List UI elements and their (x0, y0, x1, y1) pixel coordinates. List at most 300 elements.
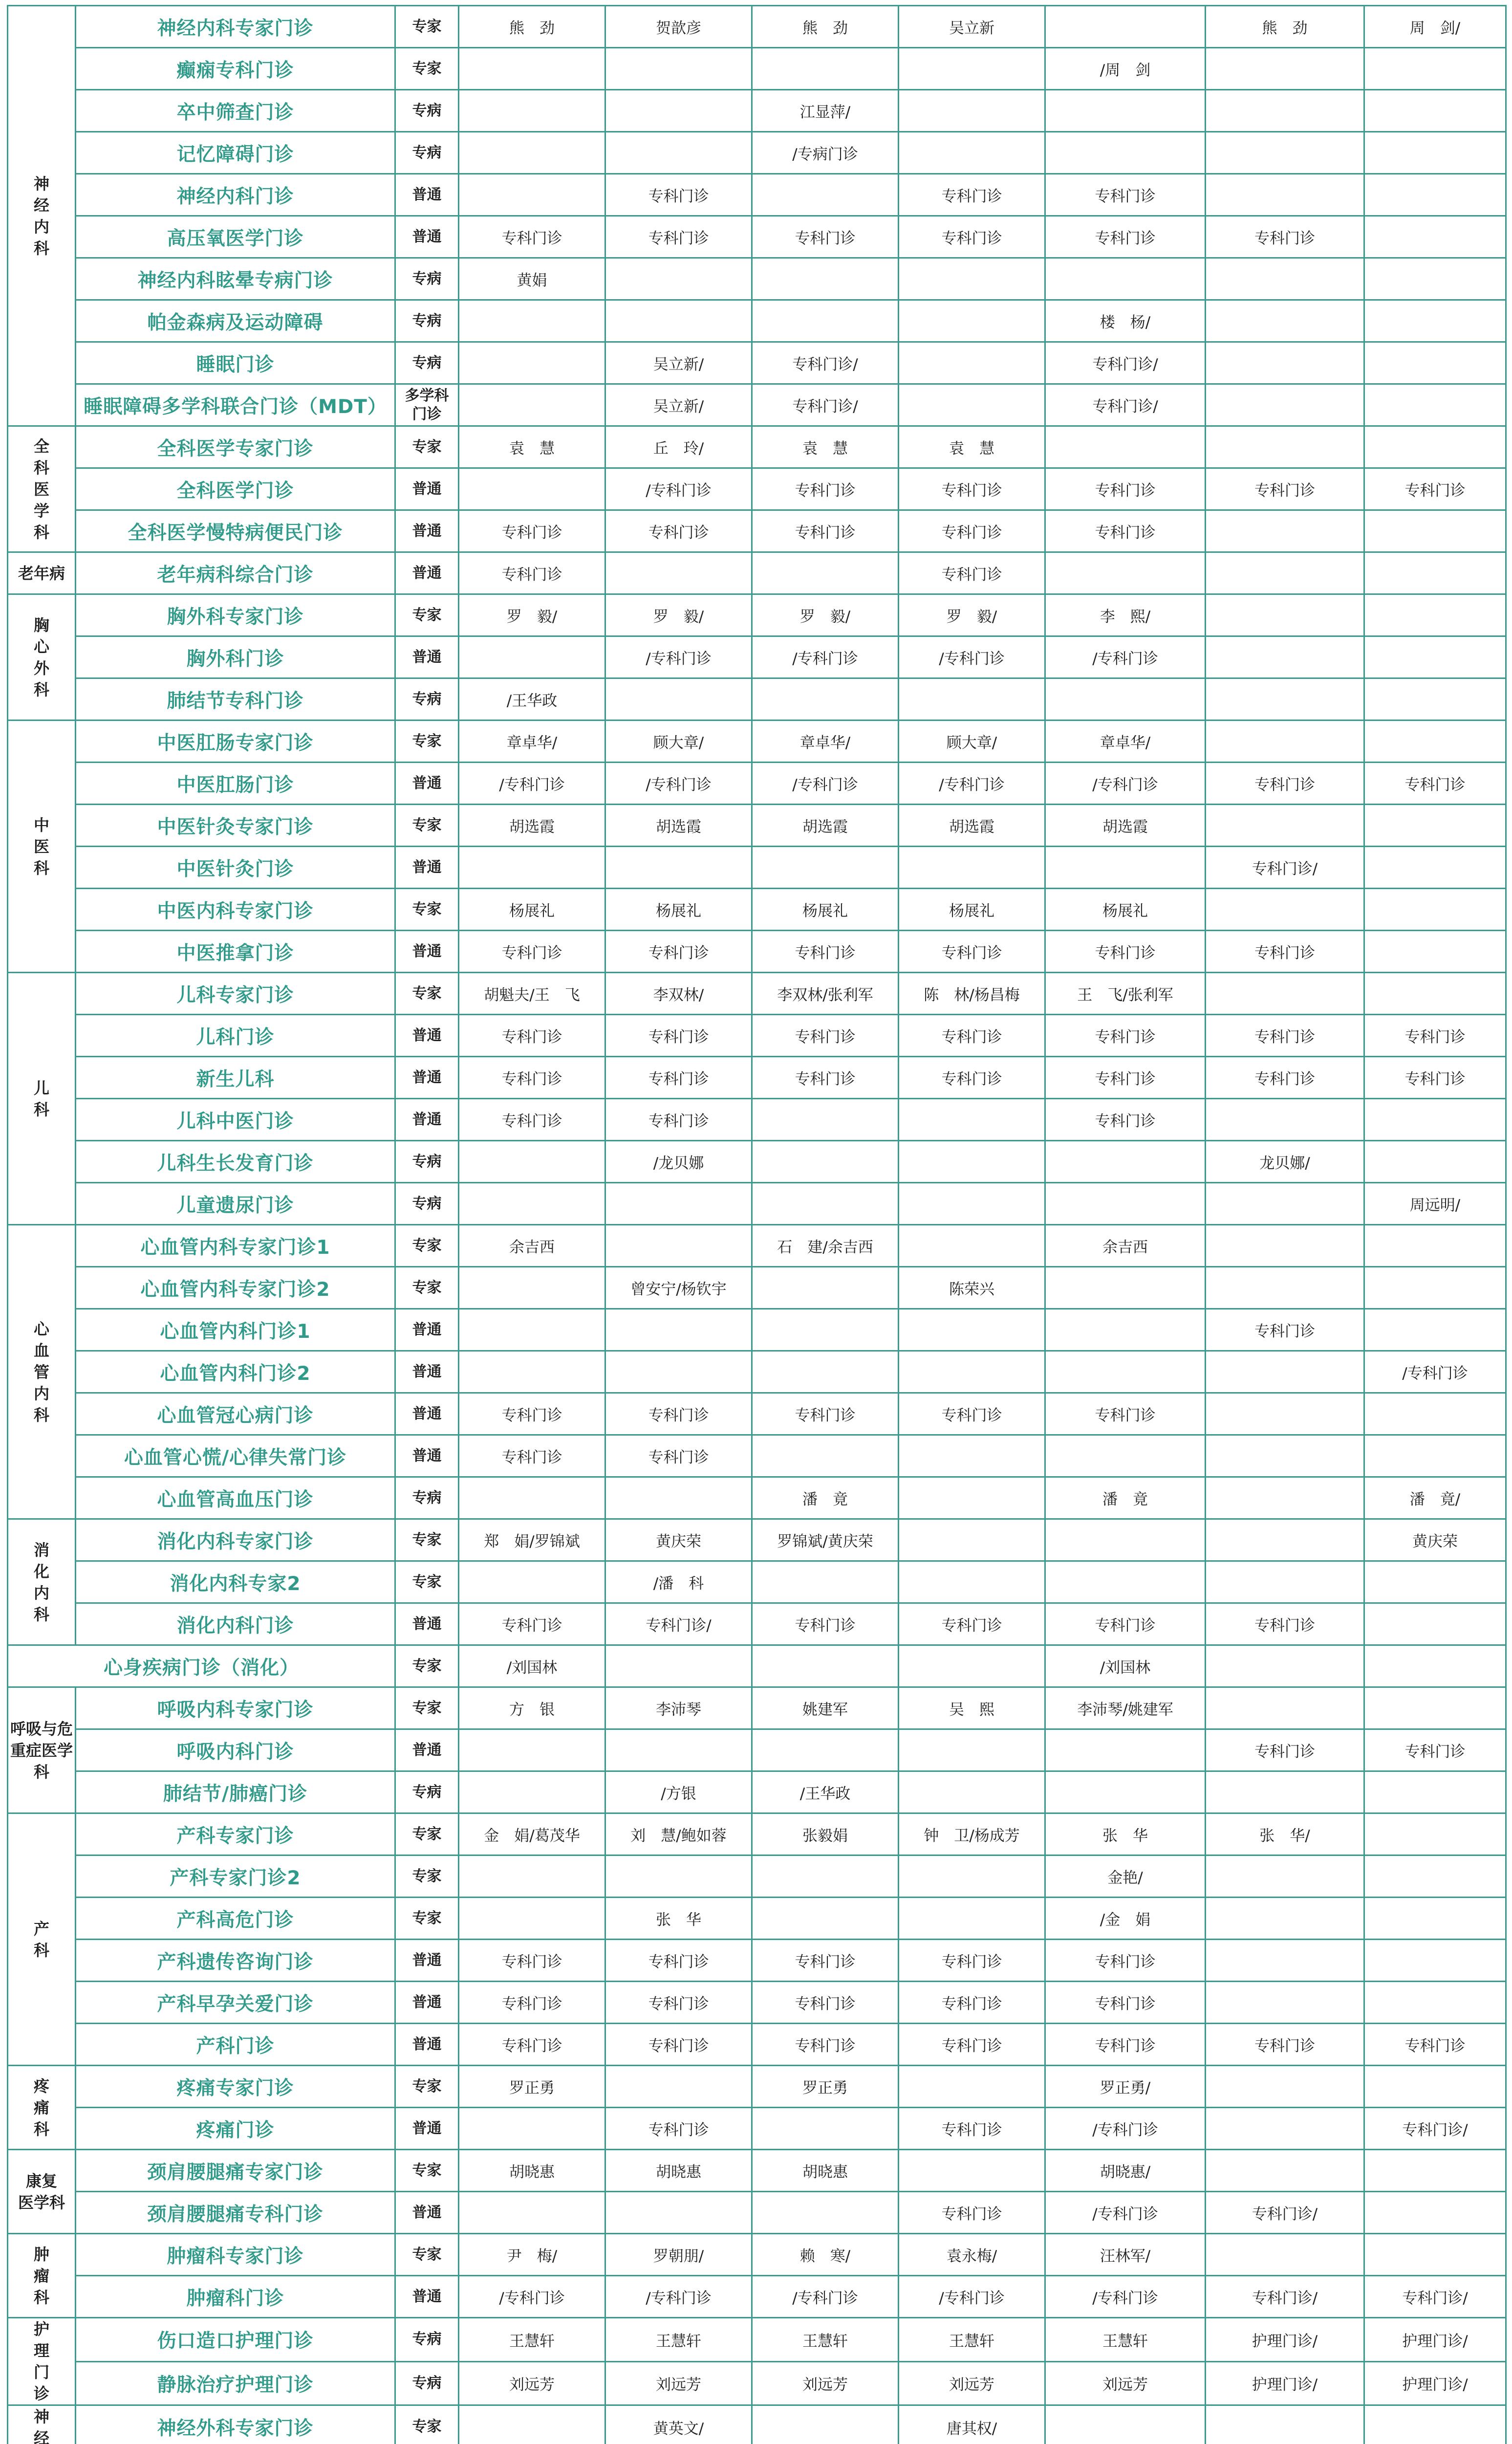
schedule-slot-cell: 专科门诊 (1206, 1057, 1364, 1099)
schedule-row (8, 216, 1506, 258)
clinic-type-cell: 专家 (395, 973, 459, 1015)
schedule-slot-cell: 专科门诊 (1045, 174, 1206, 216)
schedule-slot-cell (1364, 216, 1506, 258)
schedule-row (8, 1267, 1506, 1309)
clinic-type-cell: 普通 (395, 1393, 459, 1435)
schedule-slot-cell (459, 90, 605, 132)
schedule-slot-cell: 罗朝朋/ (605, 2234, 752, 2276)
schedule-slot-cell: 专科门诊 (605, 931, 752, 973)
schedule-slot-cell: 熊 劲 (752, 6, 899, 48)
schedule-slot-cell (459, 1855, 605, 1898)
department-cell: 全 科 医 学 科 (8, 426, 76, 552)
clinic-type-cell: 专家 (395, 1855, 459, 1898)
schedule-slot-cell: 杨展礼 (605, 889, 752, 931)
schedule-row (8, 468, 1506, 510)
clinic-type-cell: 普通 (395, 2192, 459, 2234)
schedule-slot-cell: 胡晓惠 (459, 2150, 605, 2192)
schedule-slot-cell (1364, 1813, 1506, 1855)
schedule-slot-cell (459, 1561, 605, 1603)
clinic-name-cell: 消化内科专家2 (76, 1561, 395, 1603)
schedule-slot-cell (752, 300, 899, 342)
schedule-slot-cell (1364, 1099, 1506, 1141)
schedule-slot-cell (605, 2066, 752, 2108)
schedule-slot-cell (1045, 426, 1206, 468)
schedule-slot-cell: 杨展礼 (1045, 889, 1206, 931)
schedule-slot-cell: 余吉西 (459, 1225, 605, 1267)
schedule-slot-cell: 顾大章/ (605, 720, 752, 763)
schedule-slot-cell: 胡选霞 (752, 805, 899, 847)
schedule-slot-cell (459, 468, 605, 510)
schedule-slot-cell: 唐其权/ (899, 2405, 1045, 2444)
schedule-row (8, 594, 1506, 636)
schedule-slot-cell: 罗锦斌/黄庆荣 (752, 1519, 899, 1561)
schedule-slot-cell: 吴立新 (899, 6, 1045, 48)
schedule-slot-cell: 专科门诊 (752, 468, 899, 510)
schedule-slot-cell (899, 300, 1045, 342)
schedule-slot-cell (752, 678, 899, 720)
schedule-slot-cell (1206, 1225, 1364, 1267)
schedule-slot-cell: /专科门诊 (899, 763, 1045, 805)
schedule-slot-cell (752, 1099, 899, 1141)
clinic-name-cell: 心血管内科专家门诊1 (76, 1225, 395, 1267)
schedule-slot-cell: 专科门诊 (459, 1099, 605, 1141)
clinic-name-cell: 癫痫专科门诊 (76, 48, 395, 90)
schedule-slot-cell: 曾安宁/杨钦宇 (605, 1267, 752, 1309)
schedule-slot-cell: /专科门诊 (1045, 2108, 1206, 2150)
department-cell: 护 理 门 诊 (8, 2318, 76, 2405)
schedule-slot-cell (1206, 2150, 1364, 2192)
clinic-type-cell: 普通 (395, 1309, 459, 1351)
schedule-slot-cell: 专科门诊 (459, 1057, 605, 1099)
clinic-name-cell: 中医推拿门诊 (76, 931, 395, 973)
schedule-slot-cell (899, 847, 1045, 889)
department-cell: 儿 科 (8, 973, 76, 1225)
schedule-row (8, 1855, 1506, 1898)
schedule-slot-cell (752, 1351, 899, 1393)
schedule-slot-cell: 胡选霞 (899, 805, 1045, 847)
schedule-slot-cell (459, 300, 605, 342)
schedule-slot-cell: 袁 慧 (899, 426, 1045, 468)
schedule-slot-cell (459, 1309, 605, 1351)
clinic-name-cell: 静脉治疗护理门诊 (76, 2361, 395, 2405)
schedule-slot-cell (1206, 1645, 1364, 1687)
schedule-slot-cell: 专科门诊 (752, 1982, 899, 2024)
clinic-name-cell: 呼吸内科专家门诊 (76, 1687, 395, 1729)
schedule-slot-cell: 专科门诊 (1045, 2024, 1206, 2066)
schedule-slot-cell (899, 2150, 1045, 2192)
schedule-slot-cell: 汪林军/ (1045, 2234, 1206, 2276)
schedule-slot-cell: 楼 杨/ (1045, 300, 1206, 342)
schedule-slot-cell: 专科门诊 (899, 2108, 1045, 2150)
schedule-slot-cell (1206, 132, 1364, 174)
department-cell: 神 经 内 科 (8, 6, 76, 426)
schedule-slot-cell: 专科门诊 (1364, 1015, 1506, 1057)
schedule-slot-cell: 李沛琴/姚建军 (1045, 1687, 1206, 1729)
schedule-slot-cell (1206, 1267, 1364, 1309)
clinic-name-cell: 老年病科综合门诊 (76, 552, 395, 594)
schedule-row (8, 1015, 1506, 1057)
schedule-slot-cell (1206, 973, 1364, 1015)
clinic-name-cell: 产科高危门诊 (76, 1898, 395, 1940)
clinic-type-cell: 普通 (395, 1435, 459, 1477)
schedule-slot-cell: 专科门诊 (459, 1982, 605, 2024)
schedule-row (8, 889, 1506, 931)
schedule-slot-cell: 专科门诊 (605, 1435, 752, 1477)
clinic-type-cell: 普通 (395, 2024, 459, 2066)
schedule-slot-cell: 专科门诊 (752, 931, 899, 973)
schedule-row (8, 763, 1506, 805)
schedule-slot-cell (1364, 1141, 1506, 1183)
schedule-slot-cell: 胡选霞 (605, 805, 752, 847)
schedule-slot-cell: 专科门诊 (459, 931, 605, 973)
clinic-type-cell: 专病 (395, 342, 459, 384)
schedule-slot-cell: /潘 科 (605, 1561, 752, 1603)
schedule-slot-cell: 袁永梅/ (899, 2234, 1045, 2276)
schedule-slot-cell (1364, 2066, 1506, 2108)
schedule-slot-cell: 黄庆荣 (1364, 1519, 1506, 1561)
schedule-slot-cell: 专科门诊 (752, 510, 899, 552)
schedule-slot-cell: 专科门诊 (899, 1393, 1045, 1435)
clinic-name-cell: 全科医学慢特病便民门诊 (76, 510, 395, 552)
schedule-row (8, 510, 1506, 552)
schedule-slot-cell (752, 1729, 899, 1771)
clinic-type-cell: 专病 (395, 300, 459, 342)
schedule-slot-cell (1045, 6, 1206, 48)
schedule-slot-cell (459, 847, 605, 889)
schedule-slot-cell (1364, 636, 1506, 678)
schedule-slot-cell (1364, 1982, 1506, 2024)
schedule-slot-cell: 专科门诊 (899, 1603, 1045, 1645)
clinic-type-cell: 专家 (395, 6, 459, 48)
schedule-slot-cell: 专科门诊 (1206, 1015, 1364, 1057)
schedule-slot-cell (752, 1898, 899, 1940)
schedule-row (8, 300, 1506, 342)
schedule-slot-cell: 方 银 (459, 1687, 605, 1729)
schedule-slot-cell: 专科门诊 (1045, 510, 1206, 552)
schedule-slot-cell (459, 636, 605, 678)
schedule-slot-cell: 专科门诊 (605, 1015, 752, 1057)
schedule-slot-cell (1045, 90, 1206, 132)
schedule-slot-cell: 专科门诊 (1206, 1603, 1364, 1645)
schedule-row (8, 847, 1506, 889)
schedule-slot-cell: 专科门诊 (1045, 1057, 1206, 1099)
schedule-slot-cell: 杨展礼 (899, 889, 1045, 931)
schedule-row (8, 1393, 1506, 1435)
schedule-row (8, 2066, 1506, 2108)
schedule-slot-cell: 专科门诊 (899, 174, 1045, 216)
clinic-name-cell: 帕金森病及运动障碍 (76, 300, 395, 342)
schedule-row (8, 342, 1506, 384)
schedule-slot-cell (605, 552, 752, 594)
schedule-slot-cell: /专科门诊 (1045, 2276, 1206, 2318)
clinic-type-cell: 普通 (395, 1057, 459, 1099)
schedule-slot-cell (1364, 1267, 1506, 1309)
clinic-name-cell: 呼吸内科门诊 (76, 1729, 395, 1771)
clinic-name-cell: 肿瘤科门诊 (76, 2276, 395, 2318)
schedule-slot-cell: /龙贝娜 (605, 1141, 752, 1183)
clinic-name-cell: 中医针灸门诊 (76, 847, 395, 889)
schedule-slot-cell: /专科门诊 (1045, 636, 1206, 678)
clinic-name-cell: 颈肩腰腿痛专科门诊 (76, 2192, 395, 2234)
clinic-type-cell: 普通 (395, 216, 459, 258)
schedule-slot-cell: 专科门诊 (752, 1940, 899, 1982)
clinic-type-cell: 专家 (395, 594, 459, 636)
schedule-slot-cell: 吴立新/ (605, 342, 752, 384)
schedule-slot-cell (1364, 1687, 1506, 1729)
schedule-row (8, 973, 1506, 1015)
schedule-slot-cell: 章卓华/ (459, 720, 605, 763)
clinic-type-cell: 专家 (395, 1645, 459, 1687)
schedule-slot-cell (899, 1351, 1045, 1393)
department-cell: 疼 痛 科 (8, 2066, 76, 2150)
schedule-slot-cell: /专科门诊 (459, 2276, 605, 2318)
schedule-slot-cell: 刘远芳 (459, 2361, 605, 2405)
schedule-slot-cell: 专科门诊/ (752, 384, 899, 426)
clinic-name-cell: 新生儿科 (76, 1057, 395, 1099)
clinic-type-cell: 专病 (395, 1141, 459, 1183)
schedule-slot-cell (752, 1645, 899, 1687)
schedule-slot-cell: /专病门诊 (752, 132, 899, 174)
schedule-slot-cell (1206, 1771, 1364, 1813)
schedule-slot-cell (752, 1855, 899, 1898)
clinic-type-cell: 普通 (395, 1940, 459, 1982)
schedule-slot-cell (1364, 1940, 1506, 1982)
schedule-slot-cell (1364, 594, 1506, 636)
schedule-slot-cell: 罗正勇 (459, 2066, 605, 2108)
clinic-name-cell: 神经内科门诊 (76, 174, 395, 216)
schedule-slot-cell (1206, 1435, 1364, 1477)
schedule-slot-cell: 张毅娟 (752, 1813, 899, 1855)
schedule-slot-cell (899, 1855, 1045, 1898)
schedule-row (8, 1940, 1506, 1982)
schedule-row (8, 6, 1506, 48)
schedule-slot-cell (1364, 847, 1506, 889)
schedule-slot-cell (1206, 300, 1364, 342)
schedule-slot-cell: /刘国林 (459, 1645, 605, 1687)
schedule-slot-cell: 专科门诊 (459, 1393, 605, 1435)
schedule-slot-cell (1206, 1519, 1364, 1561)
schedule-slot-cell (605, 1309, 752, 1351)
schedule-slot-cell (605, 678, 752, 720)
schedule-slot-cell (899, 384, 1045, 426)
schedule-slot-cell: 罗 毅/ (899, 594, 1045, 636)
schedule-slot-cell: 专科门诊 (899, 1982, 1045, 2024)
schedule-slot-cell (1364, 1603, 1506, 1645)
schedule-slot-cell (605, 1351, 752, 1393)
schedule-slot-cell: 专科门诊 (1045, 1393, 1206, 1435)
clinic-type-cell: 专病 (395, 1771, 459, 1813)
schedule-slot-cell: 陈荣兴 (899, 1267, 1045, 1309)
clinic-type-cell: 专家 (395, 1267, 459, 1309)
schedule-row (8, 1561, 1506, 1603)
clinic-type-cell: 专家 (395, 1813, 459, 1855)
clinic-name-cell: 睡眠障碍多学科联合门诊（MDT） (76, 384, 395, 426)
schedule-slot-cell: 贺歆彦 (605, 6, 752, 48)
schedule-slot-cell (1364, 2234, 1506, 2276)
schedule-slot-cell: /专科门诊 (752, 763, 899, 805)
clinic-type-cell: 专家 (395, 2066, 459, 2108)
clinic-type-cell: 专家 (395, 1225, 459, 1267)
schedule-slot-cell: 罗正勇 (752, 2066, 899, 2108)
clinic-name-cell: 心血管冠心病门诊 (76, 1393, 395, 1435)
schedule-row (8, 2150, 1506, 2192)
schedule-row (8, 1603, 1506, 1645)
schedule-slot-cell (1045, 1309, 1206, 1351)
clinic-name-cell: 中医针灸专家门诊 (76, 805, 395, 847)
schedule-slot-cell (752, 1141, 899, 1183)
schedule-row (8, 2276, 1506, 2318)
schedule-slot-cell: /王华政 (752, 1771, 899, 1813)
clinic-type-cell: 普通 (395, 636, 459, 678)
schedule-row (8, 1099, 1506, 1141)
schedule-slot-cell (1045, 1729, 1206, 1771)
clinic-name-cell: 产科门诊 (76, 2024, 395, 2066)
clinic-type-cell: 专家 (395, 426, 459, 468)
schedule-slot-cell: 专科门诊/ (1206, 2276, 1364, 2318)
schedule-slot-cell: /专科门诊 (752, 2276, 899, 2318)
schedule-slot-cell (1206, 1982, 1364, 2024)
schedule-row (8, 2192, 1506, 2234)
schedule-slot-cell (1045, 258, 1206, 300)
clinic-name-cell: 心血管内科门诊2 (76, 1351, 395, 1393)
schedule-slot-cell: 熊 劲 (1206, 6, 1364, 48)
schedule-slot-cell (1206, 384, 1364, 426)
schedule-slot-cell: /专科门诊 (605, 468, 752, 510)
schedule-slot-cell (1364, 552, 1506, 594)
schedule-slot-cell: 护理门诊/ (1206, 2318, 1364, 2362)
schedule-slot-cell: 专科门诊 (1045, 1603, 1206, 1645)
schedule-slot-cell (605, 1645, 752, 1687)
schedule-row (8, 2024, 1506, 2066)
schedule-slot-cell (1364, 132, 1506, 174)
schedule-slot-cell (1045, 1519, 1206, 1561)
schedule-slot-cell: 专科门诊 (1206, 468, 1364, 510)
schedule-slot-cell (899, 258, 1045, 300)
schedule-slot-cell (1364, 805, 1506, 847)
clinic-name-cell: 肺结节专科门诊 (76, 678, 395, 720)
schedule-slot-cell: 胡晓惠 (605, 2150, 752, 2192)
schedule-slot-cell: 黄庆荣 (605, 1519, 752, 1561)
schedule-slot-cell: 罗 毅/ (459, 594, 605, 636)
schedule-slot-cell: 专科门诊 (459, 552, 605, 594)
department-cell: 肿 瘤 科 (8, 2234, 76, 2318)
schedule-row (8, 1057, 1506, 1099)
clinic-name-cell: 中医肛肠专家门诊 (76, 720, 395, 763)
schedule-slot-cell (752, 2108, 899, 2150)
schedule-slot-cell (1206, 678, 1364, 720)
schedule-slot-cell (752, 1435, 899, 1477)
schedule-slot-cell: 周远明/ (1364, 1183, 1506, 1225)
department-cell: 中 医 科 (8, 720, 76, 973)
schedule-slot-cell: 护理门诊/ (1364, 2318, 1506, 2362)
schedule-slot-cell (1364, 1645, 1506, 1687)
schedule-slot-cell (752, 2405, 899, 2444)
schedule-slot-cell (1045, 1267, 1206, 1309)
schedule-slot-cell (605, 1729, 752, 1771)
clinic-name-cell: 全科医学专家门诊 (76, 426, 395, 468)
department-cell: 心 血 管 内 科 (8, 1225, 76, 1519)
schedule-row (8, 2108, 1506, 2150)
schedule-slot-cell (1206, 426, 1364, 468)
schedule-slot-cell: 专科门诊 (1045, 1015, 1206, 1057)
clinic-type-cell: 专病 (395, 2318, 459, 2362)
schedule-slot-cell (459, 384, 605, 426)
schedule-slot-cell: 专科门诊 (752, 2024, 899, 2066)
clinic-type-cell: 多学科 门诊 (395, 384, 459, 426)
schedule-slot-cell (899, 1519, 1045, 1561)
clinic-name-cell: 产科早孕关爱门诊 (76, 1982, 395, 2024)
schedule-slot-cell (1206, 1687, 1364, 1729)
schedule-slot-cell (752, 1561, 899, 1603)
schedule-slot-cell: 专科门诊 (899, 2192, 1045, 2234)
schedule-slot-cell: 赖 寒/ (752, 2234, 899, 2276)
schedule-slot-cell: 专科门诊 (899, 2024, 1045, 2066)
schedule-slot-cell (1364, 90, 1506, 132)
clinic-name-cell: 胸外科专家门诊 (76, 594, 395, 636)
schedule-slot-cell: 专科门诊 (459, 216, 605, 258)
schedule-slot-cell: 陈 林/杨昌梅 (899, 973, 1045, 1015)
schedule-slot-cell: 专科门诊 (1206, 1729, 1364, 1771)
schedule-slot-cell (459, 1183, 605, 1225)
schedule-slot-cell (899, 1141, 1045, 1183)
schedule-slot-cell (605, 1183, 752, 1225)
schedule-slot-cell: /专科门诊 (899, 636, 1045, 678)
schedule-slot-cell: 专科门诊 (752, 1015, 899, 1057)
schedule-slot-cell: 胡晓惠 (752, 2150, 899, 2192)
schedule-slot-cell: 专科门诊 (605, 1057, 752, 1099)
schedule-slot-cell (459, 1351, 605, 1393)
department-cell: 老年病 (8, 552, 76, 594)
schedule-slot-cell: /专科门诊 (459, 763, 605, 805)
schedule-slot-cell: 护理门诊/ (1206, 2361, 1364, 2405)
schedule-slot-cell: 李沛琴 (605, 1687, 752, 1729)
schedule-slot-cell (1364, 2405, 1506, 2444)
clinic-name-cell: 儿童遗尿门诊 (76, 1183, 395, 1225)
schedule-slot-cell: 专科门诊 (1206, 1309, 1364, 1351)
schedule-slot-cell (1045, 678, 1206, 720)
schedule-row (8, 2361, 1506, 2405)
schedule-row (8, 2405, 1506, 2444)
schedule-slot-cell: 王 飞/张利军 (1045, 973, 1206, 1015)
schedule-slot-cell (605, 2192, 752, 2234)
clinic-name-cell: 神经外科专家门诊 (76, 2405, 395, 2444)
schedule-row (8, 2318, 1506, 2362)
schedule-slot-cell (1206, 805, 1364, 847)
schedule-slot-cell: 黄英文/ (605, 2405, 752, 2444)
schedule-slot-cell (1045, 1435, 1206, 1477)
schedule-slot-cell (899, 2066, 1045, 2108)
schedule-slot-cell (459, 174, 605, 216)
clinic-name-cell: 胸外科门诊 (76, 636, 395, 678)
schedule-slot-cell (899, 342, 1045, 384)
schedule-slot-cell (1364, 1561, 1506, 1603)
schedule-slot-cell: 刘 慧/鲍如蓉 (605, 1813, 752, 1855)
clinic-name-cell: 儿科生长发育门诊 (76, 1141, 395, 1183)
schedule-slot-cell: /专科门诊 (605, 763, 752, 805)
schedule-row (8, 2234, 1506, 2276)
schedule-slot-cell (752, 1267, 899, 1309)
schedule-slot-cell (899, 132, 1045, 174)
clinic-name-cell: 中医肛肠门诊 (76, 763, 395, 805)
outpatient-schedule-table (7, 5, 1507, 2444)
clinic-type-cell: 专病 (395, 1477, 459, 1519)
schedule-slot-cell: 王慧轩 (899, 2318, 1045, 2362)
department-cell: 神 经 (8, 2405, 76, 2444)
schedule-slot-cell: 金 娟/葛茂华 (459, 1813, 605, 1855)
clinic-name-cell: 疼痛门诊 (76, 2108, 395, 2150)
schedule-slot-cell (459, 342, 605, 384)
schedule-slot-cell: 胡晓惠/ (1045, 2150, 1206, 2192)
